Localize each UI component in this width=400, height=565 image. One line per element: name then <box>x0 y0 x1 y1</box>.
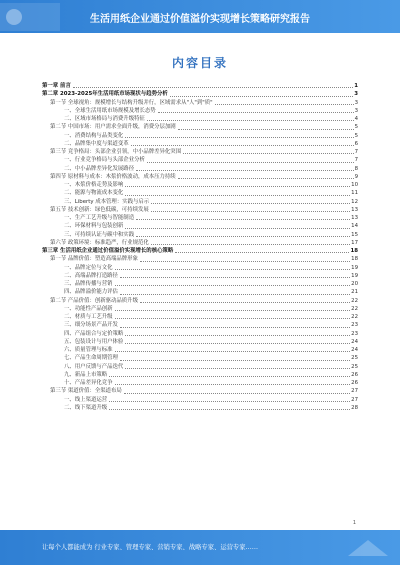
dot-leader <box>147 162 354 163</box>
toc-entry[interactable] <box>42 338 358 346</box>
toc-entry-title: 三、细分场景产品开发 <box>64 322 118 329</box>
toc-entry[interactable] <box>42 321 358 329</box>
toc-entry[interactable] <box>42 255 358 263</box>
report-title: 生活用纸企业通过价值溢价实现增长策略研究报告 <box>90 14 310 25</box>
table-of-contents <box>42 82 358 412</box>
toc-entry-title: 二、品牌集中度与渠道变革 <box>64 140 129 147</box>
toc-entry[interactable] <box>42 222 358 230</box>
dot-leader <box>115 269 351 270</box>
dot-leader <box>178 129 354 130</box>
dot-leader <box>158 112 354 113</box>
dot-leader <box>73 87 353 88</box>
dot-leader <box>151 203 350 204</box>
toc-entry-title: 七、产品生命周期管理 <box>64 355 118 362</box>
toc-entry-title: 一、全球生活用纸市场规模及增长态势 <box>64 107 156 114</box>
toc-entry-title: 第三章 生活用纸企业通过价值溢价实现增长的核心策略 <box>42 248 174 254</box>
toc-entry[interactable] <box>42 305 358 313</box>
toc-entry-title: 一、功能性产品创新 <box>64 305 113 312</box>
toc-entry[interactable] <box>42 396 358 404</box>
toc-entry-title: 二、中小品牌差异化发展路径 <box>64 165 135 172</box>
toc-entry[interactable] <box>42 90 358 98</box>
toc-entry-title: 五、包装设计与用户体验 <box>64 338 124 345</box>
toc-entry-title: 第四节 原材料与成本：木浆价格波动，成本压力持续 <box>50 173 176 180</box>
dot-leader <box>115 310 351 311</box>
toc-entry-page: 17 <box>351 239 358 246</box>
toc-entry-page: 5 <box>354 124 358 131</box>
toc-entry-title: 一、行业竞争格局与头部企业分析 <box>64 157 145 164</box>
toc-entry[interactable] <box>42 165 358 173</box>
toc-entry[interactable] <box>42 297 358 305</box>
toc-entry-page: 25 <box>351 355 358 362</box>
toc-entry-page: 3 <box>354 107 358 114</box>
toc-entry[interactable] <box>42 181 358 189</box>
toc-entry[interactable] <box>42 371 358 379</box>
dot-leader <box>136 170 353 171</box>
toc-entry-page: 20 <box>351 281 358 287</box>
dot-leader <box>125 343 350 344</box>
toc-entry-title: 六、质量管理与标准 <box>64 347 113 353</box>
toc-entry[interactable] <box>42 99 358 107</box>
dot-leader <box>120 294 350 295</box>
dot-leader <box>175 252 349 253</box>
dot-leader <box>125 368 350 369</box>
toc-entry[interactable] <box>42 156 358 164</box>
toc-entry[interactable] <box>42 115 358 123</box>
toc-entry[interactable] <box>42 379 358 387</box>
toc-entry-title: 第六节 政策环境：标准趋严，行业规范化 <box>50 239 149 246</box>
dot-leader <box>131 145 354 146</box>
toc-entry-title: 第一章 前言 <box>42 83 71 89</box>
toc-entry-page: 13 <box>351 206 358 213</box>
toc-entry-title: 一、线上渠道运营 <box>64 396 108 403</box>
dot-leader <box>109 376 350 377</box>
toc-entry-page: 22 <box>351 314 358 320</box>
toc-entry[interactable] <box>42 346 358 354</box>
toc-entry[interactable] <box>42 247 358 255</box>
toc-entry-page: 1 <box>354 83 358 89</box>
toc-entry-title: 十、产品差异化竞争 <box>64 380 113 386</box>
dot-leader <box>120 327 350 328</box>
dot-leader <box>109 409 350 410</box>
toc-entry-title: 第五节 技术创新：绿色低碳，可持续发展 <box>50 206 149 213</box>
dot-leader <box>136 236 350 237</box>
toc-entry[interactable] <box>42 264 358 272</box>
toc-entry-page: 7 <box>354 157 358 164</box>
dot-leader <box>115 384 351 385</box>
toc-entry[interactable] <box>42 330 358 338</box>
footer-banner <box>0 530 400 565</box>
dot-leader <box>136 219 350 220</box>
toc-entry-page: 24 <box>351 347 358 353</box>
toc-entry[interactable] <box>42 82 358 90</box>
toc-entry-title: 九、新品上市策略 <box>64 371 108 378</box>
toc-entry[interactable] <box>42 354 358 362</box>
toc-entry[interactable] <box>42 132 358 140</box>
header-banner <box>0 0 400 33</box>
toc-entry-title: 三、可持续认证与碳中和实践 <box>64 231 135 238</box>
toc-entry-title: 第一节 全球视角：规模增长与结构升级并行，区域需求从"人"到"质" <box>50 99 213 106</box>
toc-entry-page: 9 <box>354 173 358 180</box>
toc-entry[interactable] <box>42 123 358 131</box>
dot-leader <box>170 96 353 97</box>
toc-entry-page: 28 <box>351 404 358 411</box>
toc-entry[interactable] <box>42 387 358 395</box>
dot-leader <box>115 285 351 286</box>
toc-entry-page: 22 <box>351 297 358 304</box>
dot-leader <box>151 211 350 212</box>
toc-entry-page: 13 <box>351 215 358 221</box>
toc-entry-title: 四、产品组合与定价策略 <box>64 330 124 337</box>
dot-leader <box>115 318 351 319</box>
toc-entry-title: 四、品牌溢价能力评估 <box>64 289 118 296</box>
toc-entry-title: 第二章 2023-2025年生活用纸市场现状与趋势分析 <box>42 91 168 98</box>
toc-entry-title: 二、区域市场格局与消费升级特征 <box>64 116 145 122</box>
toc-entry-page: 24 <box>351 338 358 345</box>
toc-entry[interactable] <box>42 148 358 156</box>
toc-entry-page: 22 <box>351 305 358 312</box>
toc-entry-page: 5 <box>354 132 358 139</box>
dot-leader <box>125 186 350 187</box>
toc-entry[interactable] <box>42 313 358 321</box>
toc-entry-page: 18 <box>350 248 358 254</box>
dot-leader <box>140 302 350 303</box>
toc-entry-title: 第三节 渠道价值：全渠道布局 <box>50 388 122 395</box>
toc-entry-title: 三、品牌传播与营销 <box>64 281 113 287</box>
toc-entry-title: 第二节 产品价值：创新驱动品质升级 <box>50 297 138 304</box>
toc-entry-title: 第一节 品牌价值：塑造高端品牌形象 <box>50 256 138 263</box>
dot-leader <box>109 401 350 402</box>
toc-entry-title: 三、Liberty 成本管理：实践与启示 <box>64 198 150 205</box>
toc-entry-page: 23 <box>351 330 358 337</box>
toc-entry-title: 一、消费结构与品类变化 <box>64 132 124 139</box>
toc-entry-title: 二、能源与物流成本变化 <box>64 190 124 197</box>
toc-entry-title: 二、高端品牌打造路径 <box>64 272 118 279</box>
dot-leader <box>124 393 350 394</box>
dot-leader <box>125 137 353 138</box>
toc-entry[interactable] <box>42 140 358 148</box>
dot-leader <box>125 195 350 196</box>
toc-entry[interactable] <box>42 198 358 206</box>
toc-entry-page: 3 <box>354 91 358 98</box>
dot-leader <box>215 104 354 105</box>
toc-entry[interactable] <box>42 231 358 239</box>
decoration-icon <box>348 540 388 556</box>
toc-entry-title: 八、用户反馈与产品迭代 <box>64 363 124 370</box>
toc-entry-page: 8 <box>354 165 358 172</box>
toc-entry[interactable] <box>42 173 358 181</box>
dot-leader <box>178 178 354 179</box>
toc-entry-title: 一、木浆价格走势及影响 <box>64 182 124 188</box>
toc-entry-page: 18 <box>351 256 358 263</box>
toc-entry-title: 一、生产工艺升级与智能制造 <box>64 215 135 221</box>
toc-entry-title: 二、材质与工艺升级 <box>64 314 113 320</box>
toc-entry-title: 二、线下渠道升级 <box>64 404 108 411</box>
dot-leader <box>125 228 350 229</box>
toc-heading: 内容目录 <box>171 56 228 70</box>
toc-entry-page: 7 <box>354 149 358 155</box>
toc-entry-page: 21 <box>351 289 358 296</box>
toc-entry[interactable] <box>42 239 358 247</box>
toc-entry-page: 25 <box>351 363 358 370</box>
toc-entry[interactable] <box>42 363 358 371</box>
toc-entry[interactable] <box>42 107 358 115</box>
dot-leader <box>183 153 353 154</box>
toc-entry-title: 第二节 中国市场：用户需求全面升级，消费分层加剧 <box>50 124 176 131</box>
toc-entry-page: 19 <box>351 272 358 279</box>
toc-entry[interactable] <box>42 272 358 280</box>
toc-entry-page: 10 <box>351 182 358 188</box>
toc-entry[interactable] <box>42 206 358 214</box>
toc-entry-page: 6 <box>354 140 358 147</box>
toc-entry-title: 第三节 竞争格局：头部企业引领，中小品牌差异化突围 <box>50 149 182 155</box>
toc-entry-page: 27 <box>351 396 358 403</box>
dot-leader <box>125 335 350 336</box>
toc-entry[interactable] <box>42 214 358 222</box>
toc-entry[interactable] <box>42 189 358 197</box>
toc-entry-page: 12 <box>351 198 358 205</box>
dot-leader <box>120 277 350 278</box>
dot-leader <box>147 120 354 121</box>
toc-entry-page: 26 <box>351 380 358 386</box>
toc-entry-page: 14 <box>351 223 358 230</box>
dot-leader <box>151 244 350 245</box>
dot-leader <box>115 351 351 352</box>
toc-entry-page: 3 <box>354 99 358 106</box>
toc-entry[interactable] <box>42 288 358 296</box>
toc-entry-page: 19 <box>351 264 358 271</box>
footer-slogan: 让每个人都能成为 行业专家、管理专家、营销专家、战略专家、运营专家…… <box>42 544 259 551</box>
toc-entry-page: 11 <box>351 190 358 197</box>
toc-entry[interactable] <box>42 280 358 288</box>
dot-leader <box>140 261 350 262</box>
toc-entry-title: 一、品牌定位与文化 <box>64 264 113 271</box>
page-number: 1 <box>352 520 356 526</box>
toc-entry-page: 27 <box>351 388 358 395</box>
toc-entry-page: 26 <box>351 371 358 378</box>
dot-leader <box>120 360 350 361</box>
toc-entry[interactable] <box>42 404 358 412</box>
toc-entry-page: 23 <box>351 322 358 329</box>
toc-entry-page: 15 <box>351 231 358 238</box>
toc-entry-page: 4 <box>354 116 358 122</box>
toc-entry-title: 二、环保材料与包装创新 <box>64 223 124 230</box>
